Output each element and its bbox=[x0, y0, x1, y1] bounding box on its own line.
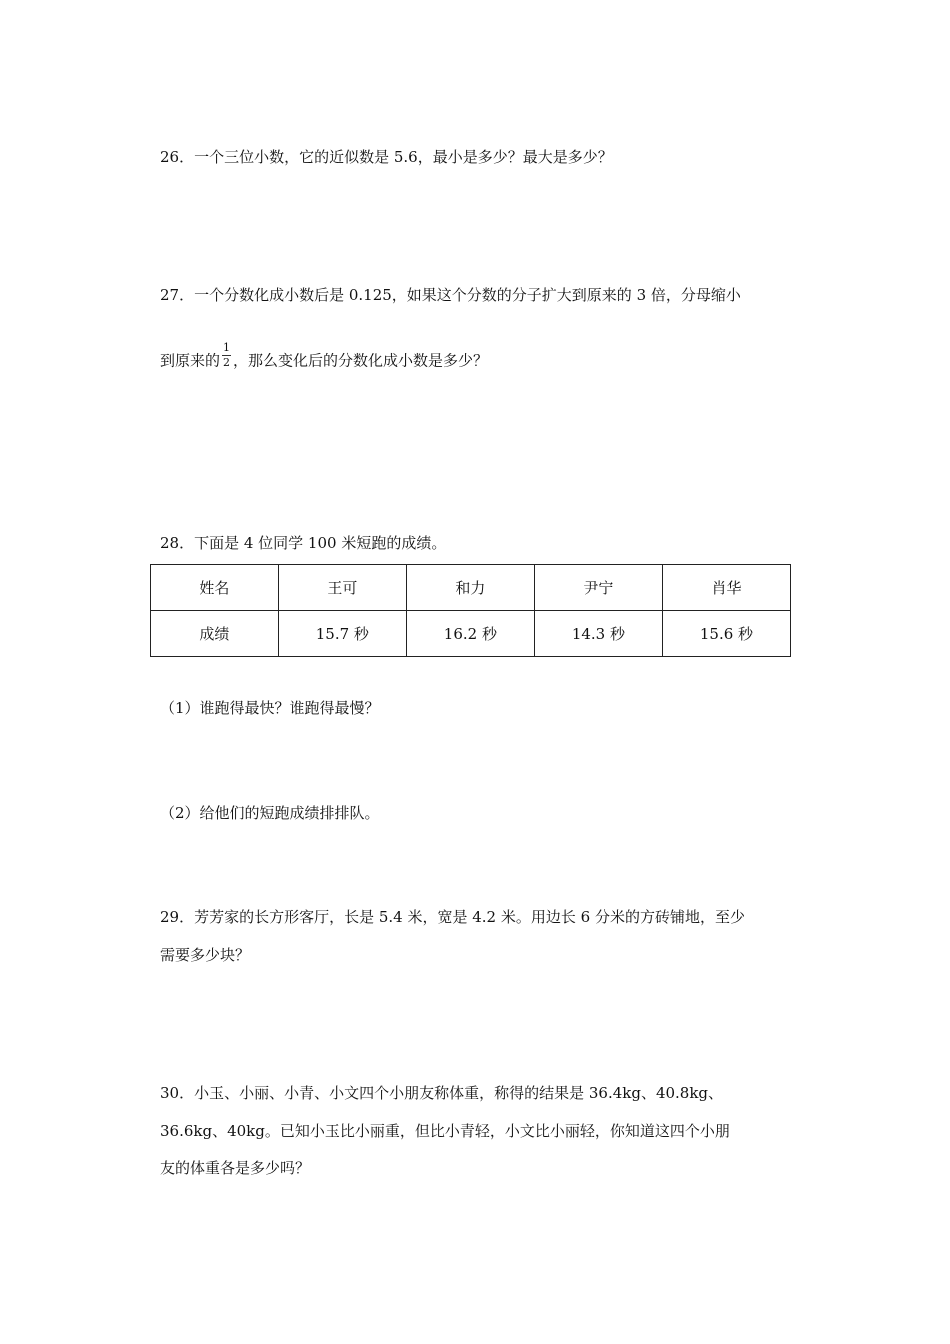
table-cell: 王可 bbox=[278, 565, 406, 611]
question-26-text: 26．一个三位小数，它的近似数是 5.6，最小是多少？最大是多少？ bbox=[160, 148, 613, 166]
question-29-line-2: 需要多少块？ bbox=[160, 946, 251, 964]
question-27-line-2 bbox=[160, 341, 489, 375]
table-cell: 姓名 bbox=[151, 565, 279, 611]
question-29-line-1: 29．芳芳家的长方形客厅，长是 5.4 米，宽是 4.2 米。用边长 6 分米的方砖铺地，至少 bbox=[160, 908, 745, 926]
table-cell: 15.6 秒 bbox=[662, 611, 790, 657]
table-row bbox=[151, 611, 791, 657]
question-27-text-after: ，那么变化后的分数化成小数是多少？ bbox=[233, 351, 489, 370]
question-28-sub-2: （2）给他们的短跑成绩排排队。 bbox=[160, 804, 380, 822]
fraction-one-half bbox=[222, 342, 231, 369]
table-cell: 15.7 秒 bbox=[278, 611, 406, 657]
question-30-line-1: 30．小玉、小丽、小青、小文四个小朋友称体重，称得的结果是 36.4kg、40.8kg、 bbox=[160, 1084, 724, 1102]
question-28-intro: 28．下面是 4 位同学 100 米短跑的成绩。 bbox=[160, 534, 447, 552]
question-30-line-3: 友的体重各是多少吗？ bbox=[160, 1159, 311, 1177]
fraction-denominator: 2 bbox=[223, 356, 231, 369]
table-cell: 和力 bbox=[406, 565, 534, 611]
table-cell: 16.2 秒 bbox=[406, 611, 534, 657]
sprint-results-table bbox=[150, 564, 791, 657]
question-30-line-2: 36.6kg、40kg。已知小玉比小丽重，但比小青轻，小文比小丽轻，你知道这四个小朋 bbox=[160, 1122, 730, 1140]
table-header-row bbox=[151, 565, 791, 611]
table-cell: 尹宁 bbox=[534, 565, 662, 611]
question-27-text-before: 到原来的 bbox=[160, 351, 221, 370]
question-28-sub-1: （1）谁跑得最快？谁跑得最慢？ bbox=[160, 699, 380, 717]
question-27-line-1: 27．一个分数化成小数后是 0.125，如果这个分数的分子扩大到原来的 3 倍，分母缩小 bbox=[160, 286, 741, 304]
table-cell: 成绩 bbox=[151, 611, 279, 657]
fraction-numerator: 1 bbox=[223, 341, 231, 354]
table-cell: 14.3 秒 bbox=[534, 611, 662, 657]
table-cell: 肖华 bbox=[662, 565, 790, 611]
